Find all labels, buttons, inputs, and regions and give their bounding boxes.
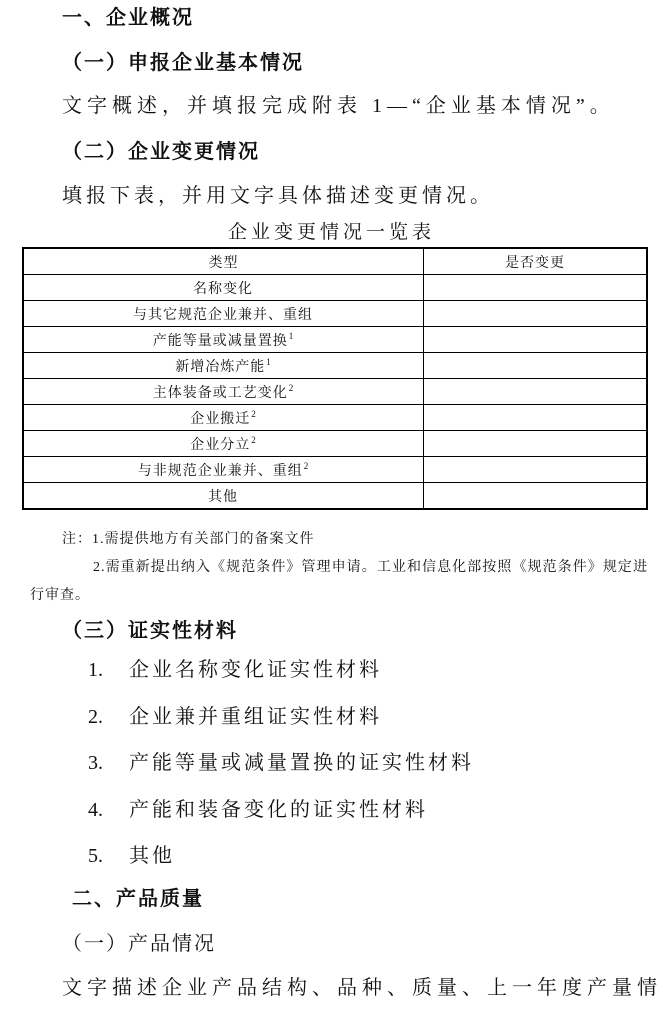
item-number: 1. — [88, 659, 103, 681]
change-status-cell — [424, 457, 646, 482]
table-row — [24, 404, 646, 430]
subsection-heading-product-status: （一）产品情况 — [62, 933, 216, 955]
paragraph-basic-info: 文字概述，并填报完成附表 1—“企业基本情况”。 — [62, 95, 615, 117]
change-status-cell — [424, 301, 646, 326]
row-footnote-ref: 2 — [251, 435, 257, 445]
row-footnote-ref: 2 — [251, 409, 257, 419]
table-row — [24, 456, 646, 482]
list-item — [88, 751, 474, 776]
row-label: 与非规范企业兼并、重组 — [137, 463, 303, 479]
list-item — [88, 658, 382, 683]
row-label: 主体装备或工艺变化 — [152, 385, 288, 401]
item-text: 企业兼并重组证实性材料 — [129, 706, 382, 728]
row-footnote-ref: 2 — [303, 461, 310, 471]
item-number: 3. — [88, 752, 103, 774]
row-label: 名称变化 — [193, 281, 253, 297]
change-status-cell — [424, 327, 646, 352]
table-header-type: 类型 — [24, 249, 424, 274]
footnote-2: 2.需重新提出纳入《规范条件》管理申请。工业和信息化部按照《规范条件》规定进行审查。 — [30, 560, 648, 603]
list-item — [88, 798, 428, 823]
table-row — [24, 352, 646, 378]
table-row — [24, 378, 646, 404]
row-label: 企业搬迁 — [190, 411, 251, 427]
subsection-heading-basic-info: （一）申报企业基本情况 — [62, 52, 304, 74]
paragraph-product-description: 文字描述企业产品结构、品种、质量、上一年度产量情 — [62, 977, 662, 999]
row-footnote-ref: 1 — [288, 331, 295, 341]
paragraph-change-instruction: 填报下表，并用文字具体描述变更情况。 — [62, 185, 494, 207]
item-text: 企业名称变化证实性材料 — [129, 659, 382, 681]
table-row — [24, 430, 646, 456]
item-text: 产能等量或减量置换的证实性材料 — [129, 752, 474, 774]
row-label: 与其它规范企业兼并、重组 — [133, 307, 313, 323]
change-status-cell — [424, 431, 646, 456]
change-status-cell — [424, 379, 646, 404]
change-status-cell — [424, 405, 646, 430]
table-header-changed: 是否变更 — [505, 255, 565, 271]
change-table — [22, 247, 648, 510]
item-number: 2. — [88, 706, 103, 728]
row-label: 其他 — [208, 489, 238, 505]
list-item — [88, 705, 382, 730]
item-text: 其他 — [129, 845, 175, 867]
row-footnote-ref: 2 — [288, 383, 295, 393]
item-number: 5. — [88, 845, 103, 867]
row-label: 新增冶炼产能 — [175, 359, 266, 375]
subsection-heading-change-status: （二）企业变更情况 — [62, 141, 260, 163]
row-label: 产能等量或减量置换 — [152, 333, 288, 349]
list-item — [88, 844, 175, 869]
section-heading-enterprise-overview: 一、企业概况 — [62, 7, 194, 29]
change-status-cell — [424, 483, 646, 508]
table-row — [24, 482, 646, 508]
item-text: 产能和装备变化的证实性材料 — [129, 799, 428, 821]
row-footnote-ref: 1 — [266, 357, 272, 367]
change-status-cell — [424, 275, 646, 300]
subsection-heading-supporting-materials: （三）证实性材料 — [62, 620, 238, 642]
row-label: 企业分立 — [190, 437, 251, 453]
table-row — [24, 274, 646, 300]
table-footnotes — [30, 526, 648, 610]
change-table-title: 企业变更情况一览表 — [227, 222, 435, 243]
section-heading-product-quality: 二、产品质量 — [72, 888, 204, 910]
footnote-1: 注：1.需提供地方有关部门的备案文件 — [62, 532, 315, 547]
table-header-row — [24, 249, 646, 274]
table-row — [24, 326, 646, 352]
change-status-cell — [424, 353, 646, 378]
table-row — [24, 300, 646, 326]
item-number: 4. — [88, 799, 103, 821]
